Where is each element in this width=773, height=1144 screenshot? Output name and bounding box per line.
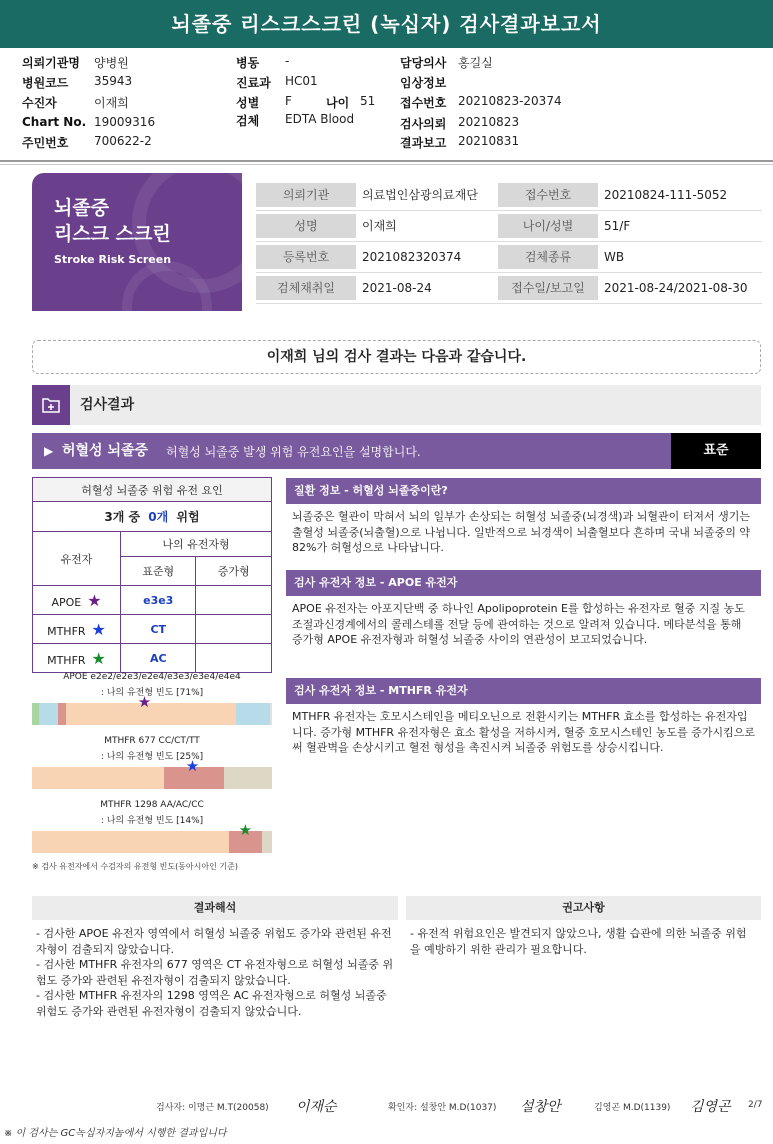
info-label: Chart No. [22,115,87,129]
info-field [236,74,318,91]
info-field [236,112,354,129]
info-field [400,94,562,111]
info-panel [286,478,761,561]
gene-cell [33,615,121,644]
panel-body: 뇌졸중은 혈관이 막혀서 뇌의 일부가 손상되는 허혈성 뇌졸중(뇌경색)과 뇌혈관이 터져서 생기는출혈성 뇌졸중(뇌출혈)으로 나뉩니다. 일반적으로 뇌경색이 뇌출혈보다 흔하며 국내 뇌졸중의 약 82%가 허혈성으로 나타납니다. [292,510,750,554]
test-banner [32,173,242,311]
section-header [32,385,761,425]
increased-genotype [196,586,272,615]
interpretation-item: - 검사한 MTHFR 유전자의 677 영역은 CT 유전자형으로 허혈성 뇌졸중 위험도 증가와 관련된 유전자형이 검출되지 않았습니다. [36,958,394,987]
info-label: 성별 [236,96,260,110]
info-field [400,54,493,71]
frequency-segment [39,703,58,725]
info-label: 수진자 [22,96,57,110]
patient-value: 20210824-111-5052 [604,188,728,202]
increased-genotype [196,615,272,644]
count-prefix: 3개 중 [104,510,141,524]
header-info [22,54,762,156]
info-field [236,54,289,71]
info-value: EDTA Blood [285,112,355,126]
interpretation-body [32,920,398,1025]
info-value: 20210831 [458,134,520,148]
count-suffix: 위험 [176,510,200,524]
gene-name: MTHFR [47,624,86,638]
divider [0,160,773,162]
info-value: 양병원 [94,56,129,70]
genotype-star-icon: ★ [185,757,200,775]
confirmer: 확인자: 설창안 M.D(1037) [388,1103,497,1113]
standard-genotype: e3e3 [121,586,196,615]
count-value: 0개 [148,510,169,524]
confirmer-signature: 설창안 [520,1099,561,1115]
patient-label: 검체종류 [498,245,598,269]
banner-subtitle: Stroke Risk Screen [54,253,172,266]
divider [0,164,773,165]
recommendation-item: - 유전적 위험요인은 발견되지 않았으나, 생활 습관에 의한 뇌졸중 위험을 예방하기 위한 관리가 필요합니다. [410,927,747,956]
gene-row [33,615,272,644]
star-icon: ★ [87,590,102,610]
info-label: 주민번호 [22,136,69,150]
frequency-sublabel: : 나의 유전형 빈도 [71%] [100,688,204,698]
info-value: - [285,54,290,68]
patient-row [256,211,762,242]
info-label: 나이 [326,96,350,110]
info-field [236,94,292,111]
report-title: 뇌졸중 리스크스크린 (녹십자) 검사결과보고서 [0,0,773,48]
patient-value: 2021-08-24/2021-08-30 [604,281,748,295]
standard-genotype: CT [121,615,196,644]
info-field [22,54,129,71]
info-value: 이재희 [94,96,129,110]
patient-value: 2021082320374 [362,250,462,264]
patient-table [256,180,762,304]
frequency-segment [58,703,65,725]
doctor: 김영곤 M.D(1139) [594,1103,671,1113]
increased-genotype [196,644,272,673]
page-number: 2/7 [748,1100,763,1110]
patient-label: 검체채취일 [256,276,356,300]
category-name: 허혈성 뇌졸중 [62,443,149,459]
info-value: 20210823-20374 [458,94,562,108]
info-label: 진료과 [236,76,271,90]
tester: 검사자: 이명근 M.T(20058) [156,1103,269,1113]
info-field [22,94,129,111]
info-field [400,134,519,151]
tester-signature: 이재순 [296,1099,337,1115]
frequency-segment [32,831,229,853]
star-icon: ★ [91,619,106,639]
frequency-label: MTHFR 1298 AA/AC/CC [100,800,204,810]
gene-name: MTHFR [47,653,86,667]
info-field [400,74,458,91]
genotype-star-icon: ★ [238,821,253,839]
patient-value: WB [604,250,625,264]
info-value: F [285,94,292,108]
banner-title-line2: 리스크 스크린 [54,223,171,245]
category-description: 허혈성 뇌졸중 발생 위험 유전요인을 설명합니다. [166,445,421,459]
frequency-bar [32,703,272,725]
frequency-segment [236,703,270,725]
star-icon: ★ [91,648,106,668]
folder-plus-icon [32,385,70,425]
frequency-sublabel: : 나의 유전형 빈도 [25%] [100,752,204,762]
frequency-sublabel: : 나의 유전형 빈도 [14%] [100,816,204,826]
info-field [326,94,375,111]
triangle-right-icon: ▶ [44,444,54,458]
standard-genotype: AC [121,644,196,673]
info-field [22,115,155,129]
patient-label: 접수일/보고일 [498,276,598,300]
frequency-segment [224,767,272,789]
gene-row [33,644,272,673]
patient-label: 접수번호 [498,183,598,207]
col-gene: 유전자 [33,532,121,586]
info-value: 홍길실 [458,56,493,70]
gene-table-title: 허혈성 뇌졸중 위험 유전 요인 [33,478,272,502]
bottom-note: ※ 이 검사는 GC녹십자지놈에서 시행한 결과입니다 [4,1128,227,1139]
info-value: 51 [360,94,376,108]
info-label: 결과보고 [400,136,447,150]
info-label: 담당의사 [400,56,447,70]
patient-row [256,273,762,304]
info-label: 병원코드 [22,76,69,90]
frequency-bar [32,831,272,853]
recommendation-title: 권고사항 [406,896,761,920]
gene-table [32,477,272,673]
patient-label: 등록번호 [256,245,356,269]
patient-label: 의뢰기관 [256,183,356,207]
info-value: HC01 [285,74,318,88]
interpretation-item: - 검사한 APOE 유전자 영역에서 허혈성 뇌졸중 위험도 증가와 관련된 유전자형이 검출되지 않았습니다. [36,927,392,956]
patient-value: 의료법인삼광의료재단 [362,188,478,202]
panel-title: 질환 정보 - 허혈성 뇌졸중이란? [286,478,761,504]
col-my-genotype: 나의 유전자형 [121,532,272,557]
interpretation-title: 결과해석 [32,896,398,920]
info-label: 병동 [236,56,260,70]
col-standard: 표준형 [121,557,196,586]
info-label: 의뢰기관명 [22,56,80,70]
patient-value: 이재희 [362,219,397,233]
frequency-segment [32,703,39,725]
panel-title: 검사 유전자 정보 - MTHFR 유전자 [286,678,761,704]
info-value: 700622-2 [94,134,152,148]
result-message: 이재희 님의 검사 결과는 다음과 같습니다. [32,340,761,374]
gene-cell [33,586,121,615]
standard-badge: 표준 [671,433,761,469]
info-field [22,134,152,151]
info-label: 임상정보 [400,76,447,90]
gene-cell [33,644,121,673]
info-panel [286,678,761,761]
patient-row [256,180,762,211]
info-label: 검체 [236,114,260,128]
frequency-label: MTHFR 677 CC/CT/TT [104,736,200,746]
interpretation-item: - 검사한 MTHFR 유전자의 1298 영역은 AC 유전자형으로 허혈성 뇌졸중 위험도 증가와 관련된 유전자형이 검출되지 않았습니다. [36,989,387,1018]
info-value: 19009316 [94,115,156,129]
panel-title: 검사 유전자 정보 - APOE 유전자 [286,570,761,596]
doctor-signature: 김영곤 [690,1099,731,1115]
frequency-segment [32,767,164,789]
patient-value: 51/F [604,219,631,233]
patient-value: 2021-08-24 [362,281,432,295]
gene-row [33,586,272,615]
interpretation-section [32,896,398,1025]
info-label: 검사의뢰 [400,117,447,131]
recommendation-body [406,920,761,963]
info-field [22,74,132,91]
info-panel [286,570,761,653]
recommendation-section [406,896,761,963]
section-title: 검사결과 [80,397,135,413]
frequency-label: APOE e2e2/e2e3/e2e4/e3e3/e3e4/e4e4 [63,672,241,682]
banner-title-line1: 뇌졸중 [54,197,110,219]
panel-body: MTHFR 유전자는 호모시스테인을 메티오닌으로 전환시키는 MTHFR 효소를 합성하는 유전자입니다. 증가형 MTHFR 유전자형은 효소 활성을 저하시켜, 혈중 호모시스테인 농도를 증가시킴으로써 혈관벽을 손상시키고 혈전 형성을 촉진시켜 뇌졸중 위험도를 상승시킵니다. [292,710,755,754]
category-bar [32,433,761,469]
info-label: 접수번호 [400,96,447,110]
info-value: 20210823 [458,115,520,129]
frequency-note: ※ 검사 유전자에서 수검자의 유전형 빈도(동아시아인 기준) [32,862,238,871]
patient-row [256,242,762,273]
frequency-bar [32,767,272,789]
genotype-star-icon: ★ [137,693,152,711]
frequency-segment [270,703,272,725]
panel-body: APOE 유전자는 아포지단백 중 하나인 Apolipoprotein E를 합성하는 유전자로 혈중 지질 농도 조절과신경계에서의 콜레스테롤 전달 등에 관여하는 것으로 알려져 있습니다. 메타분석을 통해 증가형 APOE 유전자형과 허혈성 뇌졸중 사이의 연관성이 보고되었습니다. [292,602,745,646]
frequency-segment [262,831,272,853]
risk-count [33,502,272,532]
patient-label: 성명 [256,214,356,238]
col-increased: 증가형 [196,557,272,586]
gene-name: APOE [51,595,82,609]
info-value: 35943 [94,74,133,88]
patient-label: 나이/성별 [498,214,598,238]
info-field [400,115,519,132]
